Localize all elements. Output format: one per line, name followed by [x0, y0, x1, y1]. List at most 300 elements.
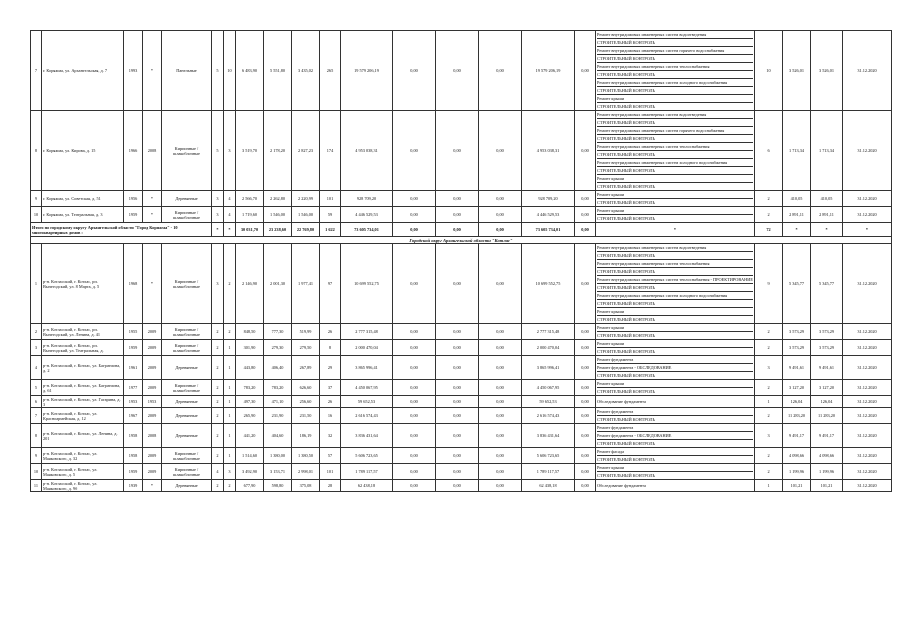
row-number: 4 — [31, 356, 42, 380]
work-item: Ремонт внутридомовых инженерных систем горячего водоснабжения — [597, 47, 753, 55]
work-item: Ремонт внутридомовых инженерных систем теплоснабжения — [597, 143, 753, 151]
total-cost-cell: 2 616 574,43 — [341, 408, 393, 424]
floors-cell: 5 — [212, 111, 224, 191]
address-cell: р-н. Котласский, г. Котлас, рп. Вычегодский, ул. Театральная, д. — [42, 340, 124, 356]
completion-date-cell: 31.12.2020 — [843, 244, 892, 324]
owners-cost-cell: 3 865 996,41 — [522, 356, 575, 380]
table-row — [31, 207, 892, 223]
work-count-cell: 2 — [755, 324, 783, 340]
address-cell: р-н. Котласский, г. Котлас, ул. Гагарина, д. 3 — [42, 396, 124, 408]
row-number: 11 — [31, 480, 42, 492]
total-cost-cell: 2 777 315,48 — [341, 324, 393, 340]
floors-cell: 3 — [212, 244, 224, 324]
total-cost-cell: 19 579 206,19 — [341, 31, 393, 111]
total-cost-cell: 62 438,18 — [341, 480, 393, 492]
work-item: СТРОИТЕЛЬНЫЙ КОНТРОЛЬ — [597, 317, 656, 322]
works-list-cell — [596, 464, 755, 480]
repair-year-cell: 2009 — [143, 408, 162, 424]
unit-cost-cell: 1 199,96 — [783, 464, 811, 480]
residents-cell: 28 — [320, 480, 341, 492]
residents-cell: 29 — [320, 356, 341, 380]
total-area1-cell: 30 031,70 — [236, 223, 264, 237]
entrances-cell: 1 — [224, 448, 236, 464]
work-item: Ремонт фундамента — [597, 408, 753, 416]
residents-cell: 59 — [320, 207, 341, 223]
municipal-cost-cell: 0,00 — [479, 324, 522, 340]
living-area-cell: 598,80 — [264, 480, 292, 492]
works-list-cell — [596, 244, 755, 324]
regional-cost-cell: 0,00 — [436, 340, 479, 356]
total-date-cell: * — [843, 223, 892, 237]
work-item: Ремонт внутридомовых инженерных систем теплоснабжения - ПРОЕКТИРОВАНИЕ — [597, 277, 753, 282]
build-year-cell: 1977 — [124, 380, 143, 396]
other-cost-cell: 0,00 — [575, 324, 596, 340]
unit-cost-cell: 101,21 — [783, 480, 811, 492]
residents-cell: 16 — [320, 408, 341, 424]
completion-date-cell: 31.12.2020 — [843, 396, 892, 408]
capital-repair-table — [30, 30, 892, 492]
work-item: Ремонт крыши — [597, 175, 753, 183]
work-count-cell: 2 — [755, 464, 783, 480]
entrances-cell: 4 — [224, 191, 236, 207]
row-number: 1 — [31, 244, 42, 324]
apartments-area-cell: 186,19 — [292, 424, 320, 448]
living-area-cell: 2 001,30 — [264, 244, 292, 324]
work-count-cell: 2 — [755, 380, 783, 396]
total-area-cell: 848,50 — [236, 324, 264, 340]
total-c2-cell: 0,00 — [393, 223, 436, 237]
total-area-cell: 497,30 — [236, 396, 264, 408]
fund-cost-cell: 0,00 — [393, 408, 436, 424]
work-item: СТРОИТЕЛЬНЫЙ КОНТРОЛЬ — [597, 167, 753, 175]
residents-cell: 101 — [320, 464, 341, 480]
completion-date-cell: 31.12.2020 — [843, 340, 892, 356]
living-area-cell: 5 551,80 — [264, 31, 292, 111]
owners-cost-cell: 928 709,20 — [522, 191, 575, 207]
total-cost-cell: 3 865 996,41 — [341, 356, 393, 380]
other-cost-cell: 0,00 — [575, 464, 596, 480]
other-cost-cell: 0,00 — [575, 244, 596, 324]
regional-cost-cell: 0,00 — [436, 31, 479, 111]
address-cell: р-н. Котласский, г. Котлас, ул. Маяковского, д. 32 — [42, 448, 124, 464]
residents-cell: 26 — [320, 396, 341, 408]
living-area-cell: 2 262,80 — [264, 191, 292, 207]
total-cost-cell: 1 789 117,57 — [341, 464, 393, 480]
work-count-cell: 1 — [755, 396, 783, 408]
work-item: Ремонт внутридомовых инженерных систем водоотведения — [597, 111, 753, 119]
completion-date-cell: 31.12.2020 — [843, 408, 892, 424]
address-cell: р-н. Котласский, г. Котлас, ул. Маяковского, д. 5 — [42, 464, 124, 480]
work-item: Ремонт крыши — [597, 324, 753, 332]
municipal-cost-cell: 0,00 — [479, 464, 522, 480]
wall-material-cell: Кирпичные / шлакоблочные — [162, 464, 212, 480]
completion-date-cell: 31.12.2020 — [843, 111, 892, 191]
other-cost-cell: 0,00 — [575, 356, 596, 380]
work-item: Ремонт внутридомовых инженерных систем водоотведения — [597, 244, 753, 252]
works-list-cell — [596, 207, 755, 223]
floors-cell: 2 — [212, 480, 224, 492]
regional-cost-cell: 0,00 — [436, 396, 479, 408]
work-item: СТРОИТЕЛЬНЫЙ КОНТРОЛЬ — [597, 55, 753, 63]
apartments-area-cell: 1 977,41 — [292, 244, 320, 324]
table-row — [31, 448, 892, 464]
wall-material-cell: Деревянные — [162, 191, 212, 207]
row-number: 2 — [31, 324, 42, 340]
limit-cost-cell: 2 891,11 — [811, 207, 843, 223]
wall-material-cell: Деревянные — [162, 424, 212, 448]
entrances-cell: 3 — [224, 464, 236, 480]
table-row — [31, 324, 892, 340]
living-area-cell: 404,60 — [264, 424, 292, 448]
floors-cell: 3 — [212, 207, 224, 223]
other-cost-cell: 0,00 — [575, 408, 596, 424]
total-area-cell: 265,90 — [236, 408, 264, 424]
apartments-area-cell: 626,60 — [292, 380, 320, 396]
other-cost-cell: 0,00 — [575, 111, 596, 191]
fund-cost-cell: 0,00 — [393, 480, 436, 492]
row-number: 10 — [31, 464, 42, 480]
completion-date-cell: 31.12.2020 — [843, 31, 892, 111]
repair-year-cell: 2009 — [143, 324, 162, 340]
limit-cost-cell: 1 713,34 — [811, 111, 843, 191]
living-area-cell: 406,40 — [264, 356, 292, 380]
limit-cost-cell: 5 345,77 — [811, 244, 843, 324]
build-year-cell: 1959 — [124, 340, 143, 356]
works-list-cell — [596, 31, 755, 111]
build-year-cell: 1953 — [124, 396, 143, 408]
owners-cost-cell: 2 000 470,04 — [522, 340, 575, 356]
table-row — [31, 31, 892, 111]
fund-cost-cell: 0,00 — [393, 244, 436, 324]
regional-cost-cell: 0,00 — [436, 111, 479, 191]
regional-cost-cell: 0,00 — [436, 480, 479, 492]
wall-material-cell: Деревянные — [162, 396, 212, 408]
living-area-cell: 1 380,00 — [264, 448, 292, 464]
residents-cell: 97 — [320, 244, 341, 324]
total-cost-cell: 2 000 470,04 — [341, 340, 393, 356]
address-cell: р-н. Котласский, г. Котлас, ул. Багратиона, д. 2 — [42, 356, 124, 380]
work-item: СТРОИТЕЛЬНЫЙ КОНТРОЛЬ — [597, 300, 753, 308]
work-count-cell: 6 — [755, 111, 783, 191]
apartments-area-cell: 3 435,02 — [292, 31, 320, 111]
floors-cell: 2 — [212, 448, 224, 464]
fund-cost-cell: 0,00 — [393, 340, 436, 356]
municipal-cost-cell: 0,00 — [479, 396, 522, 408]
work-item: Ремонт крыши — [597, 191, 753, 199]
section-title: Городской округ Архангельской области "Котлас" — [31, 237, 892, 244]
work-count-cell: 2 — [755, 191, 783, 207]
work-item: Ремонт фасада — [597, 448, 753, 456]
apartments-area-cell: 256,60 — [292, 396, 320, 408]
total-area-cell: 1 514,60 — [236, 448, 264, 464]
repair-year-cell: 2009 — [143, 340, 162, 356]
municipal-cost-cell: 0,00 — [479, 424, 522, 448]
apartments-area-cell: 2 220,99 — [292, 191, 320, 207]
completion-date-cell: 31.12.2020 — [843, 191, 892, 207]
municipal-cost-cell: 0,00 — [479, 111, 522, 191]
work-item: СТРОИТЕЛЬНЫЙ КОНТРОЛЬ — [597, 71, 753, 79]
works-list-cell — [596, 191, 755, 207]
build-year-cell: 1968 — [124, 244, 143, 324]
work-item: СТРОИТЕЛЬНЫЙ КОНТРОЛЬ — [597, 268, 753, 276]
floors-cell: 2 — [212, 356, 224, 380]
residents-cell: 101 — [320, 191, 341, 207]
work-item: СТРОИТЕЛЬНЫЙ КОНТРОЛЬ — [597, 135, 753, 143]
build-year-cell: 1959 — [124, 207, 143, 223]
row-number: 6 — [31, 396, 42, 408]
completion-date-cell: 31.12.2020 — [843, 324, 892, 340]
unit-cost-cell: 3 573,29 — [783, 340, 811, 356]
work-item: СТРОИТЕЛЬНЫЙ КОНТРОЛЬ — [597, 87, 753, 95]
limit-cost-cell: 3 127,20 — [811, 380, 843, 396]
apartments-area-cell: 1 380,50 — [292, 448, 320, 464]
total-c3-cell: 0,00 — [436, 223, 479, 237]
works-list-cell — [596, 340, 755, 356]
owners-cost-cell: 10 699 552,75 — [522, 244, 575, 324]
municipal-cost-cell: 0,00 — [479, 408, 522, 424]
work-item: СТРОИТЕЛЬНЫЙ КОНТРОЛЬ — [597, 284, 753, 292]
entrances-cell: 1 — [224, 408, 236, 424]
total-area-cell: 443,80 — [236, 356, 264, 380]
municipal-cost-cell: 0,00 — [479, 191, 522, 207]
wall-material-cell: Кирпичные / шлакоблочные — [162, 448, 212, 464]
other-cost-cell: 0,00 — [575, 340, 596, 356]
regional-cost-cell: 0,00 — [436, 207, 479, 223]
wall-material-cell: Кирпичные / шлакоблочные — [162, 380, 212, 396]
address-cell: р-н. Котласский, г. Котлас, ул. Ленина, д. 201 — [42, 424, 124, 448]
wall-material-cell: Панельные — [162, 31, 212, 111]
owners-cost-cell: 62 438,18 — [522, 480, 575, 492]
floors-cell: 2 — [212, 324, 224, 340]
apartments-area-cell: 519,99 — [292, 324, 320, 340]
residents-cell: 32 — [320, 424, 341, 448]
row-number: 7 — [31, 408, 42, 424]
work-item: СТРОИТЕЛЬНЫЙ КОНТРОЛЬ — [597, 216, 656, 221]
regional-cost-cell: 0,00 — [436, 464, 479, 480]
floors-cell: 2 — [212, 396, 224, 408]
fund-cost-cell: 0,00 — [393, 356, 436, 380]
fund-cost-cell: 0,00 — [393, 464, 436, 480]
total-area-cell: 441,20 — [236, 424, 264, 448]
total-cost1-cell: 73 605 734,01 — [341, 223, 393, 237]
table-row — [31, 111, 892, 191]
row-number: 5 — [31, 380, 42, 396]
owners-cost-cell: 59 652,53 — [522, 396, 575, 408]
work-count-cell: 2 — [755, 340, 783, 356]
work-item: Обследование фундамента — [597, 399, 646, 404]
completion-date-cell: 31.12.2020 — [843, 448, 892, 464]
owners-cost-cell: 4 450 067,95 — [522, 380, 575, 396]
repair-year-cell: 2009 — [143, 380, 162, 396]
repair-year-cell: * — [143, 31, 162, 111]
work-item: СТРОИТЕЛЬНЫЙ КОНТРОЛЬ — [597, 104, 656, 109]
repair-year-cell: * — [143, 207, 162, 223]
work-item: СТРОИТЕЛЬНЫЙ КОНТРОЛЬ — [597, 473, 656, 478]
unit-cost-cell: 3 127,20 — [783, 380, 811, 396]
works-list-cell — [596, 408, 755, 424]
work-count-cell: 2 — [755, 408, 783, 424]
work-count-cell: 9 — [755, 244, 783, 324]
total-area-cell: 301,90 — [236, 340, 264, 356]
work-item: Ремонт крыши — [597, 95, 753, 103]
address-cell: р-н. Котласский, г. Котлас, ул. Красноармейская, д. 12 — [42, 408, 124, 424]
living-area-cell: 783,20 — [264, 380, 292, 396]
work-item: Ремонт крыши — [597, 308, 753, 316]
living-area-cell: 471,10 — [264, 396, 292, 408]
unit-cost-cell: 4 098,66 — [783, 448, 811, 464]
fund-cost-cell: 0,00 — [393, 111, 436, 191]
total-cost-cell: 59 652,53 — [341, 396, 393, 408]
build-year-cell: 1967 — [124, 408, 143, 424]
limit-cost-cell: 3 526,01 — [811, 31, 843, 111]
floors-cell: 2 — [212, 340, 224, 356]
wall-material-cell: Кирпичные / шлакоблочные — [162, 340, 212, 356]
total-area-cell: 783,20 — [236, 380, 264, 396]
work-item: Ремонт внутридомовых инженерных систем водоотведения — [597, 31, 753, 39]
total-area-cell: 6 483,90 — [236, 31, 264, 111]
work-item: Ремонт внутридомовых инженерных систем холодного водоснабжения — [597, 79, 753, 87]
row-number: 7 — [31, 31, 42, 111]
unit-cost-cell: 9 491,17 — [783, 424, 811, 448]
unit-cost-cell: 410,05 — [783, 191, 811, 207]
fund-cost-cell: 0,00 — [393, 324, 436, 340]
apartments-area-cell: 267,89 — [292, 356, 320, 380]
work-item: СТРОИТЕЛЬНЫЙ КОНТРОЛЬ — [597, 184, 656, 189]
table-row — [31, 244, 892, 324]
repair-year-cell: 2009 — [143, 464, 162, 480]
total-s2-cell: * — [224, 223, 236, 237]
total-cost-cell: 928 709,20 — [341, 191, 393, 207]
total-cost-cell: 4 446 529,53 — [341, 207, 393, 223]
regional-cost-cell: 0,00 — [436, 408, 479, 424]
work-item: Ремонт крыши — [597, 380, 753, 388]
other-cost-cell: 0,00 — [575, 424, 596, 448]
total-cost5-cell: 73 605 734,01 — [522, 223, 575, 237]
work-item: СТРОИТЕЛЬНЫЙ КОНТРОЛЬ — [597, 39, 753, 47]
work-item: Ремонт фундамента - ОБСЛЕДОВАНИЕ — [597, 364, 753, 372]
work-item: Ремонт внутридомовых инженерных систем теплоснабжения — [597, 260, 753, 268]
limit-cost-cell: 3 573,29 — [811, 324, 843, 340]
floors-cell: 4 — [212, 464, 224, 480]
municipal-cost-cell: 0,00 — [479, 448, 522, 464]
build-year-cell: 1966 — [124, 111, 143, 191]
works-list-cell — [596, 111, 755, 191]
row-number: 8 — [31, 424, 42, 448]
completion-date-cell: 31.12.2020 — [843, 480, 892, 492]
wall-material-cell: Кирпичные / шлакоблочные — [162, 111, 212, 191]
total-works-cell: * — [596, 223, 755, 237]
completion-date-cell: 31.12.2020 — [843, 464, 892, 480]
living-area-cell: 1 546,00 — [264, 207, 292, 223]
other-cost-cell: 0,00 — [575, 380, 596, 396]
total-area-cell: 2 146,90 — [236, 244, 264, 324]
works-list-cell — [596, 380, 755, 396]
work-item: СТРОИТЕЛЬНЫЙ КОНТРОЛЬ — [597, 200, 656, 205]
table-row — [31, 191, 892, 207]
total-cost-cell: 10 699 552,75 — [341, 244, 393, 324]
work-item: СТРОИТЕЛЬНЫЙ КОНТРОЛЬ — [597, 151, 753, 159]
apartments-area-cell: 1 546,00 — [292, 207, 320, 223]
work-item: Ремонт фундамента - ОБСЛЕДОВАНИЕ — [597, 432, 753, 440]
completion-date-cell: 31.12.2020 — [843, 424, 892, 448]
work-item: СТРОИТЕЛЬНЫЙ КОНТРОЛЬ — [597, 441, 656, 446]
fund-cost-cell: 0,00 — [393, 424, 436, 448]
living-area-cell: 279,30 — [264, 340, 292, 356]
work-item: Ремонт внутридомовых инженерных систем холодного водоснабжения — [597, 292, 753, 300]
entrances-cell: 3 — [224, 111, 236, 191]
total-cost-cell: 5 606 723,65 — [341, 448, 393, 464]
regional-cost-cell: 0,00 — [436, 356, 479, 380]
work-item: Ремонт фундамента — [597, 356, 753, 364]
other-cost-cell: 0,00 — [575, 207, 596, 223]
build-year-cell: 1955 — [124, 324, 143, 340]
floors-cell: 2 — [212, 380, 224, 396]
total-s1-cell: * — [212, 223, 224, 237]
residents-cell: 37 — [320, 380, 341, 396]
completion-date-cell: 31.12.2020 — [843, 380, 892, 396]
municipal-cost-cell: 0,00 — [479, 356, 522, 380]
total-c6-cell: 0,00 — [575, 223, 596, 237]
entrances-cell: 2 — [224, 480, 236, 492]
work-item: Ремонт внутридомовых инженерных систем теплоснабжения — [597, 63, 753, 71]
address-cell: р-н. Котласский, г. Котлас, рп. Вычегодский, ул. Ленина, д. 41 — [42, 324, 124, 340]
address-cell: г. Коряжма, ул. Кирова, д. 15 — [42, 111, 124, 191]
wall-material-cell: Кирпичные / шлакоблочные — [162, 324, 212, 340]
row-number: 9 — [31, 448, 42, 464]
living-area-cell: 3 153,71 — [264, 464, 292, 480]
total-qty-cell: 72 — [755, 223, 783, 237]
other-cost-cell: 0,00 — [575, 396, 596, 408]
regional-cost-cell: 0,00 — [436, 191, 479, 207]
repair-year-cell: 1953 — [143, 396, 162, 408]
works-list-cell — [596, 324, 755, 340]
total-area-cell: 677,90 — [236, 480, 264, 492]
owners-cost-cell: 2 616 574,43 — [522, 408, 575, 424]
wall-material-cell: Кирпичные / шлакоблочные — [162, 244, 212, 324]
entrances-cell: 1 — [224, 356, 236, 380]
work-item: СТРОИТЕЛЬНЫЙ КОНТРОЛЬ — [597, 417, 656, 422]
wall-material-cell: Кирпичные / шлакоблочные — [162, 207, 212, 223]
fund-cost-cell: 0,00 — [393, 380, 436, 396]
municipal-cost-cell: 0,00 — [479, 480, 522, 492]
work-count-cell: 1 — [755, 480, 783, 492]
apartments-area-cell: 2 998,01 — [292, 464, 320, 480]
repair-year-cell: 2009 — [143, 356, 162, 380]
total-cost-cell: 4 953 038,31 — [341, 111, 393, 191]
work-item: Обследование фундамента — [597, 483, 646, 488]
regional-cost-cell: 0,00 — [436, 424, 479, 448]
work-item: Ремонт внутридомовых инженерных систем горячего водоснабжения — [597, 127, 753, 135]
apartments-area-cell: 231,50 — [292, 408, 320, 424]
owners-cost-cell: 4 953 038,31 — [522, 111, 575, 191]
unit-cost-cell: 126,04 — [783, 396, 811, 408]
address-cell: г. Коряжма, ул. Советская, д. 51 — [42, 191, 124, 207]
table-row — [31, 464, 892, 480]
residents-cell: 174 — [320, 111, 341, 191]
work-item: Ремонт крыши — [597, 464, 753, 472]
work-count-cell: 3 — [755, 356, 783, 380]
total-area3-cell: 22 769,80 — [292, 223, 320, 237]
floors-cell: 2 — [212, 408, 224, 424]
regional-cost-cell: 0,00 — [436, 448, 479, 464]
entrances-cell: 1 — [224, 340, 236, 356]
limit-cost-cell: 3 573,29 — [811, 340, 843, 356]
repair-year-cell: * — [143, 191, 162, 207]
work-count-cell: 10 — [755, 31, 783, 111]
unit-cost-cell: 1 713,34 — [783, 111, 811, 191]
address-cell: р-н. Котласский, г. Котлас, ул. Маяковского, д. 9б — [42, 480, 124, 492]
wall-material-cell: Деревянные — [162, 356, 212, 380]
